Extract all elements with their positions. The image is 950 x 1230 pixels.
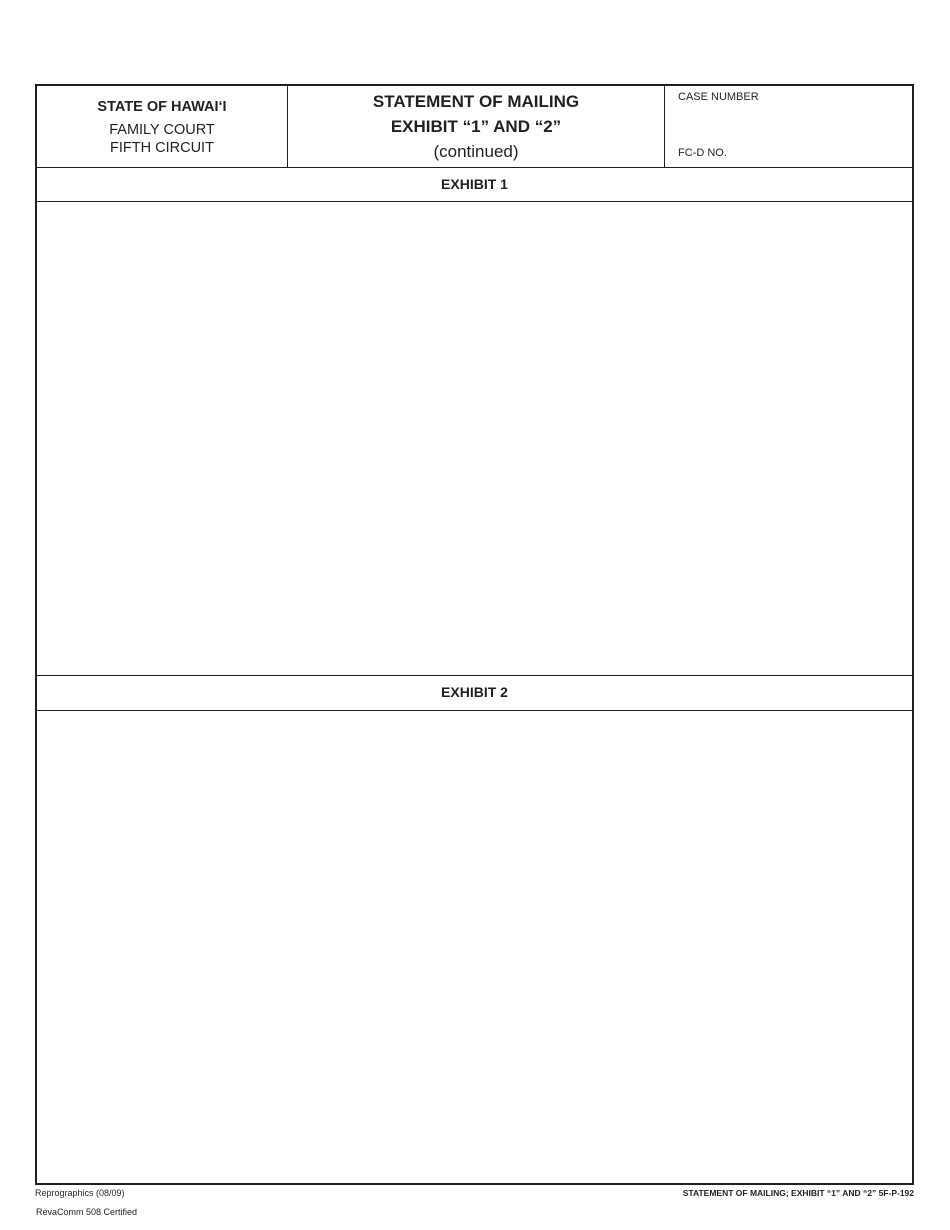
circuit-name: FIFTH CIRCUIT [110,140,214,156]
form-continued-note: (continued) [433,142,519,161]
exhibit-2-area[interactable] [37,711,912,1183]
court-cell [37,86,288,167]
form-title: STATEMENT OF MAILING [372,92,580,111]
court-name: FAMILY COURT [109,122,215,138]
reprographics-note: Reprographics (08/09) [35,1188,125,1198]
fcd-number-label: FC-D NO. [678,147,727,159]
certification-note: RevaComm 508 Certified [36,1207,138,1217]
form-subtitle: EXHIBIT “1” AND “2” [390,117,562,136]
case-number-cell[interactable] [665,86,912,167]
exhibit-2-heading: EXHIBIT 2 [441,684,508,700]
case-number-label: CASE NUMBER [678,91,759,103]
title-cell [288,86,665,167]
form-footer-id: STATEMENT OF MAILING; EXHIBIT “1” AND “2” 5F-P-192 [682,1188,914,1198]
form-header [37,86,912,167]
exhibit-1-heading: EXHIBIT 1 [441,176,508,192]
exhibit-1-area[interactable] [37,202,912,675]
form-frame [35,84,914,1185]
state-name: STATE OF HAWAI‘I [97,99,227,115]
